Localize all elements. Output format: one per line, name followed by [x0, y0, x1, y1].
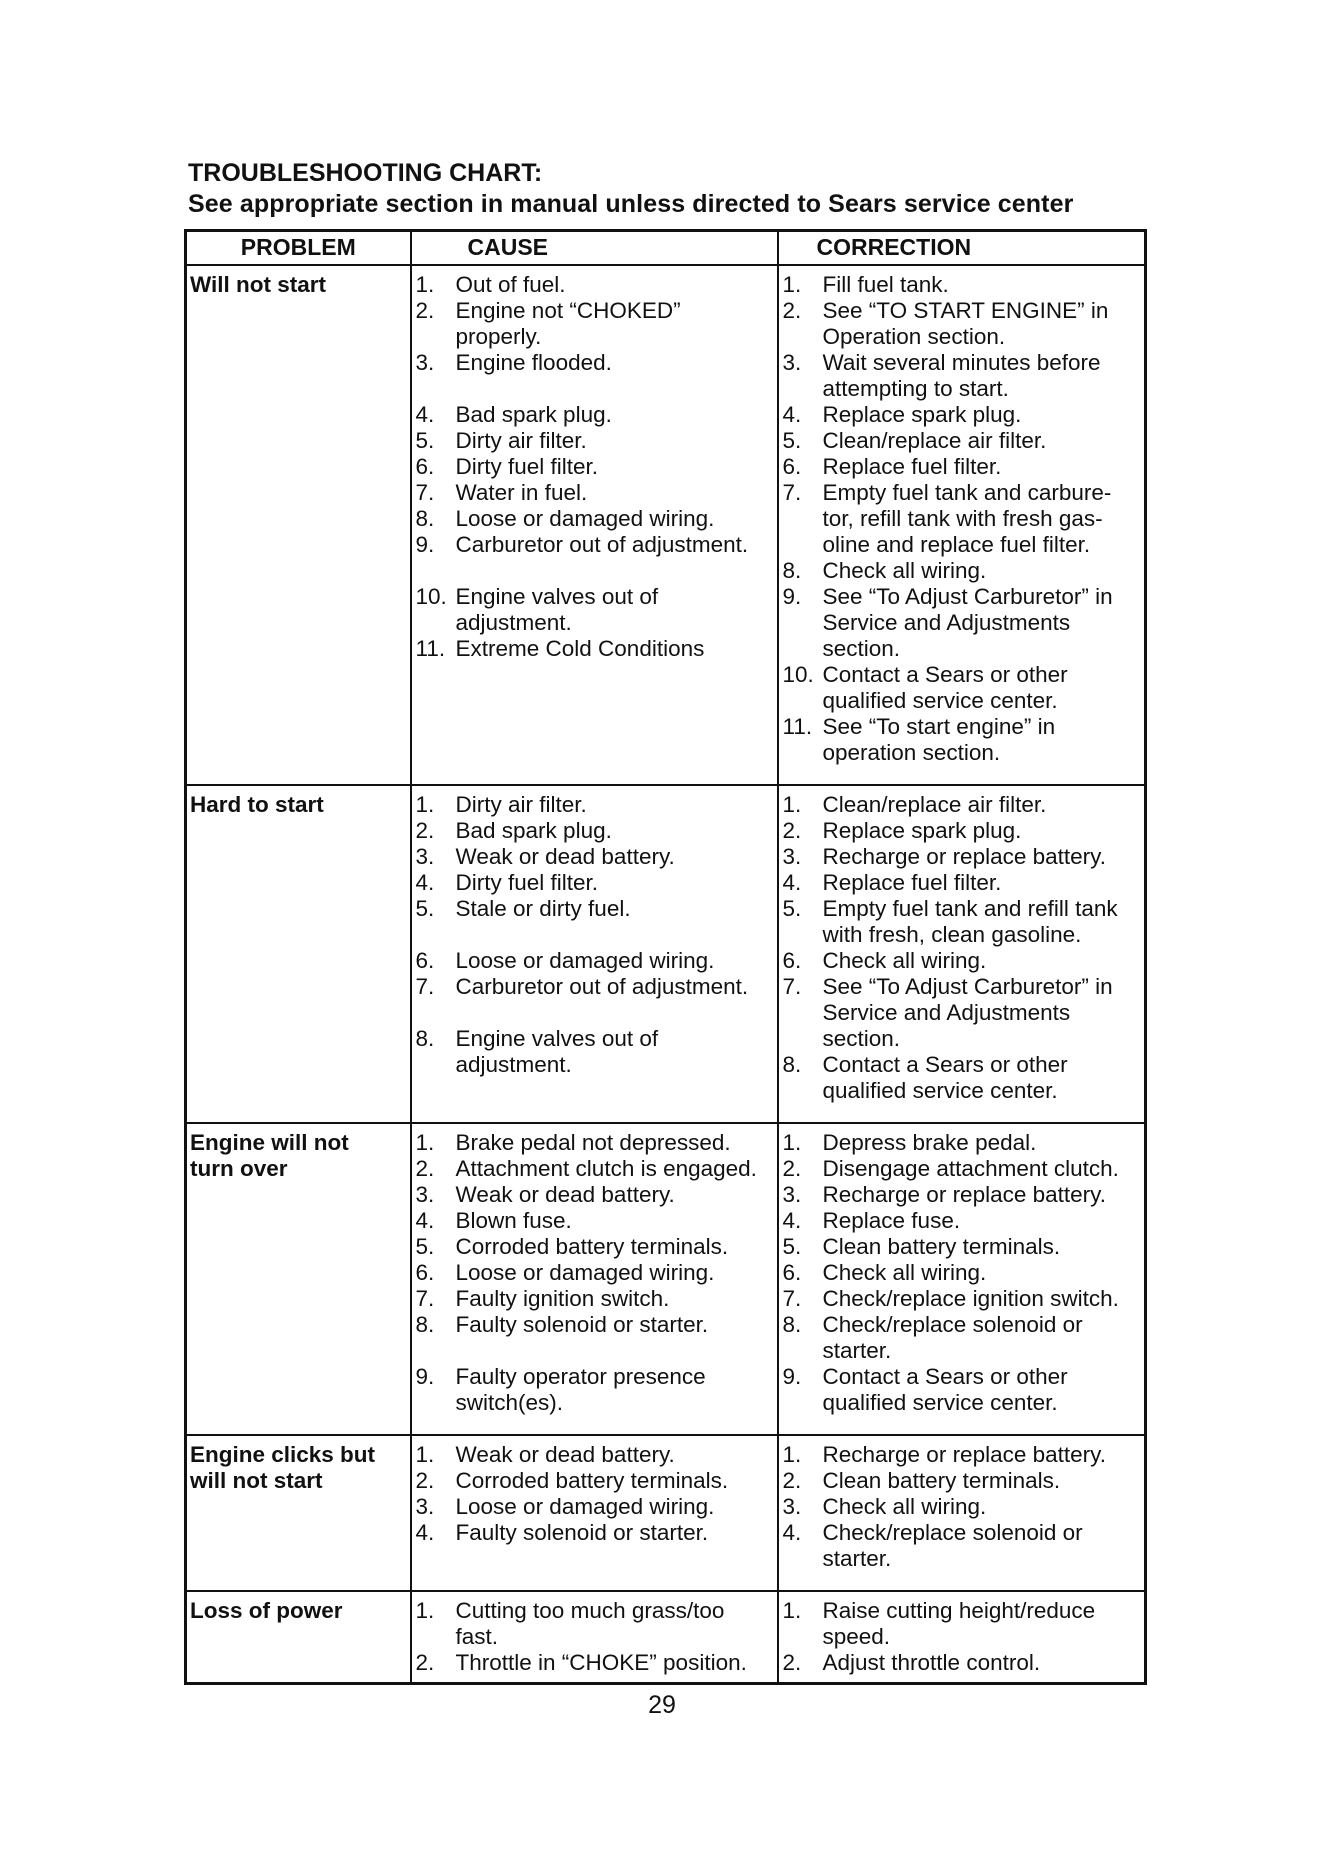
- cause-item-number: 5.: [415, 1234, 435, 1259]
- cause-item-text: Dirty air filter.: [455, 792, 587, 817]
- cause-item-text: Bad spark plug.: [455, 402, 612, 427]
- cause-item: [412, 974, 777, 1000]
- correction-item-number: 7.: [782, 480, 802, 505]
- cause-item-number: 2.: [415, 1650, 435, 1675]
- correction-item: [779, 792, 1145, 818]
- cause-item-number: 9.: [415, 1364, 435, 1389]
- problem-label: Loss of power: [190, 1598, 343, 1623]
- correction-item-text: Depress brake pedal.: [822, 1130, 1037, 1155]
- cause-item: [412, 402, 777, 428]
- correction-item: [779, 1650, 1145, 1676]
- cause-item-text: Faulty operator presence switch(es).: [455, 1364, 706, 1415]
- cause-list: [412, 1130, 777, 1416]
- correction-item-text: Check all wiring.: [822, 1494, 987, 1519]
- correction-item-text: Check all wiring.: [822, 948, 987, 973]
- correction-item-number: 6.: [782, 1260, 802, 1285]
- correction-item-number: 1.: [782, 272, 802, 297]
- cause-item-text: Engine valves out of adjustment.: [455, 1026, 659, 1077]
- cause-item: [412, 1468, 777, 1494]
- cause-list: [412, 1598, 777, 1676]
- cause-item-text: Engine valves out of adjustment.: [455, 584, 659, 635]
- correction-item-number: 11.: [782, 714, 813, 739]
- cause-item-number: 8.: [415, 506, 435, 531]
- problem-label: Will not start: [190, 272, 327, 297]
- correction-item-number: 2.: [782, 818, 802, 843]
- correction-item: [779, 1052, 1145, 1104]
- cause-item: [412, 1312, 777, 1338]
- cause-item-text: Dirty fuel filter.: [455, 870, 599, 895]
- cause-item-number: 2.: [415, 1468, 435, 1493]
- cause-item-number: 3.: [415, 844, 435, 869]
- problem-cell: [186, 1435, 411, 1591]
- cause-item-number: 6.: [415, 454, 435, 479]
- cause-item-number: 1.: [415, 1598, 435, 1623]
- correction-item-text: Replace fuse.: [822, 1208, 961, 1233]
- correction-item-text: Fill fuel tank.: [822, 272, 949, 297]
- correction-item-number: 7.: [782, 1286, 802, 1311]
- cause-item: [412, 896, 777, 922]
- cause-item-number: 1.: [415, 272, 435, 297]
- correction-item: [779, 844, 1145, 870]
- cause-item: [412, 350, 777, 376]
- page-title: TROUBLESHOOTING CHART:: [188, 159, 543, 187]
- correction-item: [779, 272, 1145, 298]
- cause-item: [412, 506, 777, 532]
- cause-item: [412, 792, 777, 818]
- correction-item-text: Replace spark plug.: [822, 818, 1022, 843]
- correction-item: [779, 1520, 1145, 1572]
- correction-item-number: 8.: [782, 558, 802, 583]
- correction-item-text: Recharge or replace battery.: [822, 1182, 1106, 1207]
- cause-item: [412, 1598, 777, 1650]
- correction-item-number: 10.: [782, 662, 814, 687]
- cause-item-text: Loose or damaged wiring.: [455, 948, 715, 973]
- cause-item-text: Brake pedal not depressed.: [455, 1130, 731, 1155]
- correction-item: [779, 1286, 1145, 1312]
- cause-item-text: Carburetor out of adjustment.: [455, 974, 749, 999]
- cause-item-number: 5.: [415, 896, 435, 921]
- problem-cell: [186, 1591, 411, 1684]
- cause-item-number: 3.: [415, 350, 435, 375]
- correction-item-number: 8.: [782, 1312, 802, 1337]
- correction-item: [779, 1208, 1145, 1234]
- correction-item: [779, 1312, 1145, 1364]
- correction-item-text: Empty fuel tank and refill tank with fresh, clean gasoline.: [822, 896, 1118, 947]
- correction-item-number: 7.: [782, 974, 802, 999]
- problem-label: turn over: [190, 1156, 288, 1181]
- cause-cell: [411, 785, 778, 1123]
- cause-item-text: Engine not “CHOKED” properly.: [455, 298, 681, 349]
- cause-item-text: Carburetor out of adjustment.: [455, 532, 749, 557]
- cause-item-number: 8.: [415, 1026, 435, 1051]
- correction-item: [779, 1598, 1145, 1650]
- correction-item-number: 5.: [782, 896, 802, 921]
- problem-cell: [186, 1123, 411, 1435]
- correction-item: [779, 870, 1145, 896]
- cause-item-number: 4.: [415, 870, 435, 895]
- correction-item-text: Replace spark plug.: [822, 402, 1022, 427]
- correction-item-text: Empty fuel tank and carbure-tor, refill tank with fresh gas-oline and replace fuel filter.: [822, 480, 1112, 557]
- correction-item-text: See “To Adjust Carburetor” in Service and Adjustments section.: [822, 584, 1113, 661]
- cause-item: [412, 636, 777, 662]
- table-row: [186, 1435, 1146, 1591]
- correction-item-text: Clean battery terminals.: [822, 1234, 1061, 1259]
- correction-item: [779, 1364, 1145, 1416]
- correction-item-number: 4.: [782, 402, 802, 427]
- cause-item: [412, 272, 777, 298]
- problem-label: will not start: [190, 1468, 323, 1493]
- correction-item-number: 3.: [782, 1494, 802, 1519]
- cause-item: [412, 1156, 777, 1182]
- cause-item-text: Dirty fuel filter.: [455, 454, 599, 479]
- cause-item-text: Water in fuel.: [455, 480, 588, 505]
- correction-item-number: 2.: [782, 298, 802, 323]
- correction-item: [779, 558, 1145, 584]
- cause-list: [412, 272, 777, 662]
- cause-item-text: Loose or damaged wiring.: [455, 506, 715, 531]
- cause-item: [412, 1182, 777, 1208]
- correction-item-text: Adjust throttle control.: [822, 1650, 1041, 1675]
- correction-item: [779, 1234, 1145, 1260]
- cause-item-number: 2.: [415, 1156, 435, 1181]
- cause-item: [412, 532, 777, 558]
- correction-item: [779, 896, 1145, 948]
- cause-item-number: 1.: [415, 792, 435, 817]
- page-subtitle: See appropriate section in manual unless directed to Sears service center: [188, 190, 1074, 218]
- cause-item-number: 7.: [415, 1286, 435, 1311]
- cause-cell: [411, 1123, 778, 1435]
- correction-item-number: 9.: [782, 584, 802, 609]
- cause-item-number: 2.: [415, 818, 435, 843]
- cause-item: [412, 844, 777, 870]
- table-row: [186, 265, 1146, 785]
- correction-item: [779, 948, 1145, 974]
- correction-cell: [778, 785, 1146, 1123]
- cause-list: [412, 792, 777, 1078]
- cause-item-text: Engine flooded.: [455, 350, 612, 375]
- correction-item-number: 2.: [782, 1468, 802, 1493]
- correction-item-text: Check/replace solenoid or starter.: [822, 1520, 1083, 1571]
- cause-item: [412, 1520, 777, 1546]
- cause-item-text: Loose or damaged wiring.: [455, 1494, 715, 1519]
- table-body: [186, 265, 1146, 1684]
- cause-item-number: 8.: [415, 1312, 435, 1337]
- cause-item: [412, 870, 777, 896]
- cause-item-number: 1.: [415, 1442, 435, 1467]
- problem-label: Hard to start: [190, 792, 324, 817]
- cause-item-number: 10.: [415, 584, 447, 609]
- correction-item: [779, 1156, 1145, 1182]
- correction-item-number: 1.: [782, 1130, 802, 1155]
- correction-item: [779, 1494, 1145, 1520]
- cause-item-number: 11.: [415, 636, 446, 661]
- cause-cell: [411, 1435, 778, 1591]
- correction-item-text: Clean battery terminals.: [822, 1468, 1061, 1493]
- correction-item-number: 3.: [782, 1182, 802, 1207]
- correction-item-text: Contact a Sears or other qualified service center.: [822, 1364, 1068, 1415]
- cause-item-text: Cutting too much grass/too fast.: [455, 1598, 725, 1649]
- correction-item-text: Contact a Sears or other qualified service center.: [822, 662, 1068, 713]
- correction-item-number: 6.: [782, 948, 802, 973]
- cause-item-text: Out of fuel.: [455, 272, 566, 297]
- correction-item: [779, 480, 1145, 558]
- correction-item: [779, 662, 1145, 714]
- cause-item-text: Corroded battery terminals.: [455, 1468, 729, 1493]
- cause-item: [412, 1286, 777, 1312]
- cause-item: [412, 1364, 777, 1416]
- correction-item-text: Recharge or replace battery.: [822, 844, 1106, 869]
- cause-item-number: 1.: [415, 1130, 435, 1155]
- correction-item: [779, 428, 1145, 454]
- column-header-problem: PROBLEM: [186, 231, 411, 266]
- cause-item: [412, 1260, 777, 1286]
- correction-item-text: Clean/replace air filter.: [822, 792, 1047, 817]
- cause-item-number: 9.: [415, 532, 435, 557]
- cause-cell: [411, 1591, 778, 1684]
- correction-item: [779, 298, 1145, 350]
- correction-item: [779, 402, 1145, 428]
- cause-list: [412, 1442, 777, 1546]
- correction-item-text: Check all wiring.: [822, 1260, 987, 1285]
- correction-item-text: Replace fuel filter.: [822, 870, 1002, 895]
- cause-item-number: 5.: [415, 428, 435, 453]
- correction-item-text: Contact a Sears or other qualified service center.: [822, 1052, 1068, 1103]
- column-header-correction: CORRECTION: [778, 231, 1146, 266]
- correction-item: [779, 584, 1145, 662]
- cause-item: [412, 1650, 777, 1676]
- correction-item-text: Check all wiring.: [822, 558, 987, 583]
- correction-item-text: Wait several minutes before attempting to start.: [822, 350, 1101, 401]
- cause-item: [412, 818, 777, 844]
- page-number: 29: [648, 1691, 676, 1719]
- correction-item: [779, 1260, 1145, 1286]
- correction-cell: [778, 1123, 1146, 1435]
- cause-item-text: Extreme Cold Conditions: [455, 636, 705, 661]
- problem-cell: [186, 785, 411, 1123]
- correction-item-number: 2.: [782, 1156, 802, 1181]
- cause-item: [412, 454, 777, 480]
- correction-item: [779, 1130, 1145, 1156]
- cause-cell: [411, 265, 778, 785]
- correction-item: [779, 714, 1145, 766]
- cause-item-text: Attachment clutch is engaged.: [455, 1156, 757, 1181]
- cause-item: [412, 480, 777, 506]
- cause-item-text: Weak or dead battery.: [455, 844, 675, 869]
- cause-item: [412, 1130, 777, 1156]
- correction-list: [779, 792, 1145, 1104]
- correction-list: [779, 1130, 1145, 1416]
- correction-item-number: 3.: [782, 844, 802, 869]
- correction-item: [779, 1182, 1145, 1208]
- correction-item-text: Clean/replace air filter.: [822, 428, 1047, 453]
- correction-item-text: Disengage attachment clutch.: [822, 1156, 1119, 1181]
- cause-item-text: Dirty air filter.: [455, 428, 587, 453]
- cause-item-text: Corroded battery terminals.: [455, 1234, 729, 1259]
- correction-item-number: 1.: [782, 792, 802, 817]
- correction-item-number: 5.: [782, 428, 802, 453]
- cause-item: [412, 1442, 777, 1468]
- correction-item: [779, 350, 1145, 402]
- correction-item: [779, 1442, 1145, 1468]
- problem-label: Engine will not: [190, 1130, 349, 1155]
- cause-item: [412, 948, 777, 974]
- correction-list: [779, 1598, 1145, 1676]
- correction-item: [779, 1468, 1145, 1494]
- correction-item-number: 9.: [782, 1364, 802, 1389]
- cause-item-text: Stale or dirty fuel.: [455, 896, 631, 921]
- correction-item: [779, 454, 1145, 480]
- correction-item-number: 4.: [782, 870, 802, 895]
- cause-item-text: Blown fuse.: [455, 1208, 572, 1233]
- cause-item-number: 6.: [415, 948, 435, 973]
- correction-item: [779, 818, 1145, 844]
- cause-item-text: Faulty ignition switch.: [455, 1286, 670, 1311]
- column-header-cause: CAUSE: [411, 231, 778, 266]
- correction-item-number: 1.: [782, 1598, 802, 1623]
- cause-item: [412, 1494, 777, 1520]
- cause-item-text: Throttle in “CHOKE” position.: [455, 1650, 747, 1675]
- cause-item-number: 4.: [415, 402, 435, 427]
- cause-item-number: 7.: [415, 480, 435, 505]
- cause-item-text: Weak or dead battery.: [455, 1182, 675, 1207]
- correction-cell: [778, 1591, 1146, 1684]
- cause-item-number: 2.: [415, 298, 435, 323]
- cause-item-text: Loose or damaged wiring.: [455, 1260, 715, 1285]
- cause-item-number: 6.: [415, 1260, 435, 1285]
- table-row: [186, 1591, 1146, 1684]
- correction-item-number: 4.: [782, 1520, 802, 1545]
- cause-item-text: Faulty solenoid or starter.: [455, 1520, 709, 1545]
- correction-item-text: See “To start engine” in operation section.: [822, 714, 1056, 765]
- correction-item-text: See “TO START ENGINE” in Operation section.: [822, 298, 1109, 349]
- correction-item-number: 2.: [782, 1650, 802, 1675]
- table-row: [186, 785, 1146, 1123]
- correction-item-text: Raise cutting height/reduce speed.: [822, 1598, 1096, 1649]
- correction-item-number: 5.: [782, 1234, 802, 1259]
- correction-item-text: Check/replace ignition switch.: [822, 1286, 1119, 1311]
- cause-item: [412, 428, 777, 454]
- correction-list: [779, 272, 1145, 766]
- cause-item: [412, 584, 777, 636]
- cause-item-text: Bad spark plug.: [455, 818, 612, 843]
- cause-item-number: 4.: [415, 1208, 435, 1233]
- correction-item-text: See “To Adjust Carburetor” in Service and Adjustments section.: [822, 974, 1113, 1051]
- cause-item-number: 4.: [415, 1520, 435, 1545]
- correction-item-number: 6.: [782, 454, 802, 479]
- correction-list: [779, 1442, 1145, 1572]
- correction-item-number: 1.: [782, 1442, 802, 1467]
- table-header-row: [186, 231, 1146, 266]
- table-row: [186, 1123, 1146, 1435]
- correction-item-number: 8.: [782, 1052, 802, 1077]
- correction-item-number: 3.: [782, 350, 802, 375]
- correction-cell: [778, 265, 1146, 785]
- problem-label: Engine clicks but: [190, 1442, 376, 1467]
- cause-item-text: Weak or dead battery.: [455, 1442, 675, 1467]
- cause-item: [412, 1026, 777, 1078]
- correction-item: [779, 974, 1145, 1052]
- troubleshooting-table: [184, 229, 1147, 1685]
- cause-item-number: 3.: [415, 1494, 435, 1519]
- cause-item: [412, 298, 777, 350]
- correction-cell: [778, 1435, 1146, 1591]
- correction-item-number: 4.: [782, 1208, 802, 1233]
- cause-item-number: 7.: [415, 974, 435, 999]
- correction-item-text: Check/replace solenoid or starter.: [822, 1312, 1083, 1363]
- cause-item: [412, 1234, 777, 1260]
- problem-cell: [186, 265, 411, 785]
- cause-item: [412, 1208, 777, 1234]
- correction-item-text: Replace fuel filter.: [822, 454, 1002, 479]
- cause-item-text: Faulty solenoid or starter.: [455, 1312, 709, 1337]
- cause-item-number: 3.: [415, 1182, 435, 1207]
- correction-item-text: Recharge or replace battery.: [822, 1442, 1106, 1467]
